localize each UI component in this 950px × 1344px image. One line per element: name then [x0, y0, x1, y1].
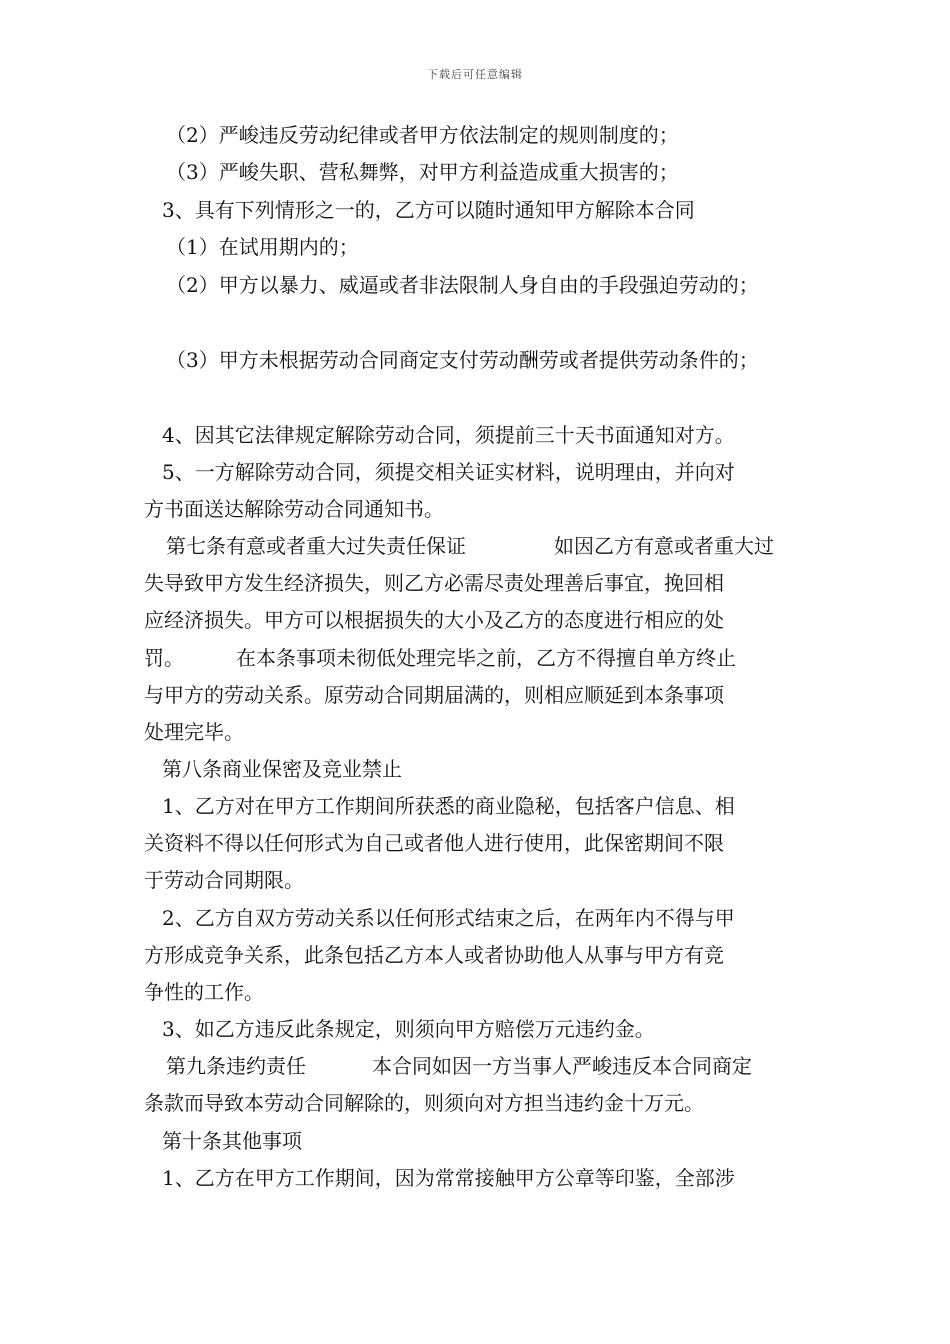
clause-line: 5、一方解除劳动合同，须提交相关证实材料，说明理由，并向对	[162, 460, 735, 484]
clause-line: 1、乙方对在甲方工作期间所获悉的商业隐秘，包括客户信息、相	[162, 794, 735, 818]
clause-line: 罚。	[144, 646, 184, 670]
page-header: 下载后可任意编辑	[427, 68, 523, 81]
clause-line: （2）甲方以暴力、威逼或者非法限制人身自由的手段强迫劳动的；	[166, 273, 759, 297]
clause-line: 失导致甲方发生经济损失，则乙方必需尽责处理善后事宜，挽回相	[144, 571, 724, 595]
clause-line: 与甲方的劳动关系。原劳动合同期届满的，则相应顺延到本条事项	[144, 683, 724, 707]
clause-line: 处理完毕。	[144, 720, 244, 744]
clause-line: 3、如乙方违反此条规定，则须向甲方赔偿万元违约金。	[162, 1017, 655, 1041]
clause-line: 1、乙方在甲方工作期间，因为常常接触甲方公章等印鉴，全部涉	[162, 1166, 735, 1190]
clause-line: 于劳动合同期限。	[144, 868, 304, 892]
clause-line: 2、乙方自双方劳动关系以任何形式结束之后，在两年内不得与甲	[162, 906, 735, 930]
clause-line: 在本条事项未彻低处理完毕之前，乙方不得擅自单方终止	[236, 646, 736, 670]
clause-line: （3）甲方未根据劳动合同商定支付劳动酬劳或者提供劳动条件的；	[166, 348, 759, 372]
clause-line: （2）严峻违反劳动纪律或者甲方依法制定的规则制度的；	[166, 123, 679, 147]
article-9-heading: 第九条违约责任	[166, 1054, 306, 1078]
clause-line: 如因乙方有意或者重大过	[554, 534, 774, 558]
clause-line: 方书面送达解除劳动合同通知书。	[144, 497, 444, 521]
clause-line: 3、具有下列情形之一的，乙方可以随时通知甲方解除本合同	[162, 198, 695, 222]
clause-line: 关资料不得以任何形式为自己或者他人进行使用，此保密期间不限	[144, 831, 724, 855]
clause-line: 争性的工作。	[144, 980, 264, 1004]
clause-line: （3）严峻失职、营私舞弊，对甲方利益造成重大损害的；	[166, 160, 679, 184]
clause-line: 方形成竞争关系，此条包括乙方本人或者协助他人从事与甲方有竞	[144, 943, 724, 967]
clause-line: 条款而导致本劳动合同解除的，则须向对方担当违约金十万元。	[144, 1091, 704, 1115]
article-8-heading: 第八条商业保密及竞业禁止	[162, 757, 402, 781]
clause-line: 本合同如因一方当事人严峻违反本合同商定	[372, 1054, 752, 1078]
clause-line: （1）在试用期内的；	[166, 235, 359, 259]
clause-line: 应经济损失。甲方可以根据损失的大小及乙方的态度进行相应的处	[144, 608, 724, 632]
clause-line: 4、因其它法律规定解除劳动合同，须提前三十天书面通知对方。	[162, 423, 735, 447]
article-10-heading: 第十条其他事项	[162, 1129, 302, 1153]
article-7-heading: 第七条有意或者重大过失责任保证	[166, 534, 466, 558]
